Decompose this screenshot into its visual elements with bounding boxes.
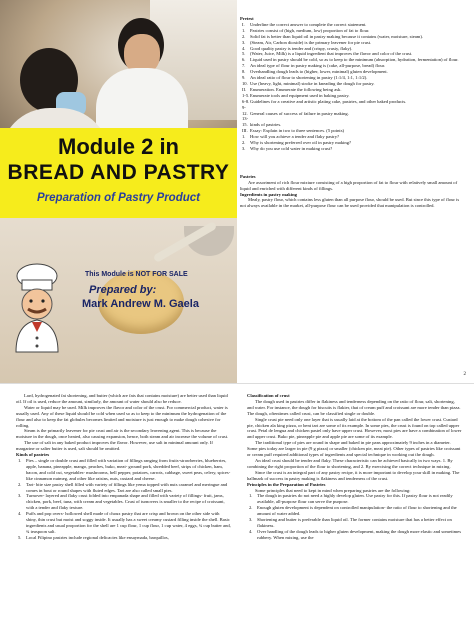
pretest-item-text: Use (heavy, light, minimal) stroke in kneading the dough for pastry. [250,80,375,86]
section-heading: Principles in the Preparation of Pastries [247,481,326,487]
pretest-column [240,16,466,209]
ingredients-heading: Ingredients in pastry making [240,191,297,197]
list-item-text: Pies – single or double crust and filled with variation of fillings ranging from fruits-strawberries, blueberries, apple, banana, pineapple, mango, peaches, buko, meat- ground pork, shredded beef, strips of chicken, ham, bacon, and cold cut, vegetables- mushrooms, bell pepper, potatoes, carrots, cabbage, sweet peas, celery, spices- like cinnamon nutmeg, and other like raisins, nuts, custard and cheese. [26,457,231,481]
list-item [16,482,231,494]
pretest-item-number: 1. [242,27,246,33]
pretest-item-text: Essay: Explain in two to three sentences. (5 points) [250,128,345,134]
list-item-number: 5. [18,534,22,540]
pretest-item [240,116,466,128]
list-item [247,529,462,541]
list-item-text: Puffs and pop overs- hollowed shell made of choux pastry that are crisp and brown on the other side with shiny, thin crust but moist and soggy inside. It usually has a sweet creamy custard filling inside the shell. Basic ingredients and usual proportion for the shell are 1 cup flour, 1 cup flour, 1 cup water, 4 eggs, ¾ cup butter and, ¾ teaspoon salt. [26,511,231,534]
module-cover [0,0,237,383]
pretest-list [240,22,466,152]
list-item-number: 4. [18,511,22,517]
pretest-item-text: Solid fat is better than liquid oil in pastry making because it contains (water, moisture, steam). [250,33,424,39]
pretest-item-number: 1-5. [242,92,250,98]
section-heading: Classification of crust [247,393,290,398]
list-item-text: Tart- bite size pastry shell filled with variety of fillings like yema topped with nuts caramel and meringue and comes in bout or round shapes with fluted edges. Tart are also called small pies. [26,481,228,493]
list-item-number: 2. [249,505,253,511]
paragraph: Water or liquid may be used. Milk improves the flavor and color of the crust. For commercial product, water is usually used. Any of these liquid should be cold when used so as to keep to the minimum the hydrogenation of the flour and also to keep the fat globules becomes limited and moisture is just enough to make dough cohesive for rolling. [16,404,228,428]
pretest-item-number: 3. [242,39,246,45]
page2-right-column [247,393,462,541]
page-number: 2 [463,372,466,377]
list-item-number: 2. [18,481,22,487]
list-item-text: The dough in pastries do not need a highly develop gluten. Use pastry for this. If pastry flour is not readily available, all-purpose flour can serve the purpose. [257,493,453,505]
list-item [16,535,231,541]
list-item-number: 1. [249,493,253,499]
paragraph: Since the crust is an integral part of any pastry recipe, it is more important to develop your skill in making. The hallmark of success in pastry making is flakiness and tenderness of the crust. [247,469,460,481]
pretest-item-text: Overhandling dough leads to (higher, lower, minimal) gluten development. [250,69,388,75]
cover-title-banner [0,128,237,218]
pretest-item-text: Good quality pastry is tender and (crispy, crusty, flaky). [250,45,353,51]
list-item [247,517,462,529]
list-item [16,511,231,535]
paragraph: Lard, hydrogenated fat shortening, and butter (which are fats that contains moisture) are better used than liquid oil. If oil is used, reduce the amount, similarly, the amount of water should also be reduce. [16,393,228,404]
list-item-text: Enough gluten development is dependent on controlled manipulation- the ratio of flour to shortening and the amount of water added. [257,505,457,517]
prepared-by-label: Prepared by: [89,284,157,296]
list-item-text: Shortening and butter is preferable than liquid oil. The former contains moisture that has a better effect on flakiness. [257,517,452,528]
list-item-text: Turnover- layered and flaky crust folded into empanada shape and filled with variety of fillings- fruit, jams, chicken, pork, beef, tuna, with cream and vegetables. Crust of turnovers is smaller to the recipe of croissant, with a tender and flaky texture. [26,493,225,511]
pretest-item-number: III. [242,128,248,134]
pretest-item-text: How will you achieve a tender and flaky pastry? [250,134,340,140]
page2-left-column [16,393,231,541]
pretest-item-number: 3. [242,145,246,151]
list-item [247,505,462,517]
not-for-sale-note: This Module is NOT FOR SALE [85,271,188,278]
pretest-item-number: 1. [242,134,246,140]
pretest-item-number: 6-8. [242,98,250,104]
pretest-item-number: 13-15. [242,116,249,128]
pretest-heading: Pretest [240,16,254,21]
pretest-item-number: 2. [242,140,246,146]
cover-subtitle: Preparation of Pastry Product [37,192,200,204]
list-item [16,458,231,482]
pretest-item-number: 5. [242,51,246,57]
list-item-number: 3. [249,517,253,523]
cover-title-line2: BREAD AND PASTRY [7,161,230,184]
pretest-item-text: Pastries consist of (high, medium, low) proportion of fat to flour. [250,27,370,33]
author-name: Mark Andrew M. Gaela [82,298,199,310]
pastries-heading: Pastries [240,173,256,179]
pretest-item-number: 8. [242,69,246,75]
pretest-item-text: (Water, Juice, Milk) is a liquid ingredient that improves the flavor and color of the crust. [250,51,413,57]
pretest-item-text: Enumeration. Enumerate the following being ask. [250,86,342,92]
paragraph: The traditional type of pies are round in shape and baked in pie pans approximately 9 inches in a diameter. Some pies today are larger in pie (9 g pizza) or smaller (chicken pie, meat pie). Other types of pastries like croissant or cream puff required additional types of ingredients and special technique in working out the dough. [247,440,461,458]
pretest-item-number: 9. [242,75,246,81]
list-item [16,493,231,511]
pretest-item [240,105,466,117]
pretest-item-number: 10. [242,80,248,86]
paragraph: Single crust pie need only one layer that is usually laid at the bottom of the pan called the lower crust. Custard pie, chicken ala king pizza, or bent tart are some of its example. In some pies, the crust is found on top called upper crust. Petal de lengua and chicken pastel only have upper crust. However, most pies are have a combination of lower and upper crust. Buko pie, pineapple pie and apple pie are some of its example. [247,416,462,440]
list-item-number: 4. [249,528,253,534]
pretest-item-text: General causes of success of failure in pastry making. [250,110,349,116]
pretest-item-number: 7. [242,63,246,69]
list-item-number: 3. [18,493,22,499]
pastries-intro: Are assortment of rich flour mixture consisting of a high proportion of fat to flour with relatively small amount of liquid and enriched with different kinds of fillings. [240,179,458,191]
pretest-item-text: Why do you use cold water in making crust? [250,145,333,151]
paragraph: The dough used in pastries differ in flakiness and tenderness depending on the ratio of flour, salt, shortening, and water. For instance, the dough for biscuits is flakier, that of cream puff and croissant are more tender than pizza. The dough, oftentimes called crust, can be classified single or double. [247,398,461,416]
section-heading: Kinds of pastries [16,452,50,458]
pretest-item-text: An ideal type of flour in pastry making is (cake, all-purpose, bread) flour. [250,63,386,69]
pretest-item-text: Why is shortening preferred over oil in pastry making? [250,140,352,146]
pretest-item-number: 9-12. [242,104,248,116]
list-item [247,493,462,505]
list-item-text: Local Filipino pastries include regional delicacies like ensaymada, barquillos, [26,534,169,540]
chef-cartoon-icon [2,262,72,354]
pretest-item-text: Underline the correct answer to complete the correct statement. [250,21,367,27]
pretest-item-number: II. [242,86,247,92]
pretest-item-text: Guidelines for a creative and artistic plating cake, pastries, and other baked products. [250,98,407,104]
list-item-text: Over handling of the dough leads to higher gluten development, making the dough more elastic and sometimes rubbery. When mixing, use the [257,528,461,540]
pretest-item-number: 6. [242,57,246,63]
pretest-item-number: 2. [242,33,246,39]
pretest-item-text: Enumerate tools and equipment used in baking pastry. [250,92,350,98]
list-item-number: 1. [18,457,22,463]
pretest-item-number: 4. [242,45,246,51]
pretest-item-text: (Steam, Air, Carbon dioxide) is the primary leavener for pie crust. [250,39,372,45]
cover-title-line1: Module 2 in [58,134,179,159]
module-page-2 [0,383,474,633]
paragraph: Steam is the primarily leavener for pie crust and air is the secondary leavening agent. This is because the moisture in the dough, once heated, also causing expansion, hence, both steam and air increase the volume of crust. [16,428,229,440]
paragraph: The use of salt in any baked product improves the flavor. However, use salt in minimal amount only. If margarine or salter butter is used, salt should be omitted. [16,440,213,452]
pretest-item-text: kinds of pastries. [250,122,282,128]
pretest-item-text: Liquid used in pastry should be cold, so as to keep to the minimum (absorption, hydration, fermentation) of flour. [250,57,459,63]
pretest-item-text: An ideal ratio of flour to shortening in pastry (1:1/4, 1:1, 1:1/2). [250,75,368,81]
ingredients-text: Mealy, pastry flour, which contains less gluten than all purpose flour, should be used. But since this type of flour is not always available in the market, all-purpose flour can be used provided that manipulation is controlled. [240,197,460,209]
pretest-item-number: I. [242,21,245,27]
paragraph: An ideal crust should be tender and flaky. These characteristic can be achieved basically in two ways. 1. By combining the right proportion of the flour to shortening, and 2. By exercising the correct technique in mixing. [247,457,453,469]
paragraph: Some principles that need to kept in mind when preparing pastries are the following: [255,487,411,493]
